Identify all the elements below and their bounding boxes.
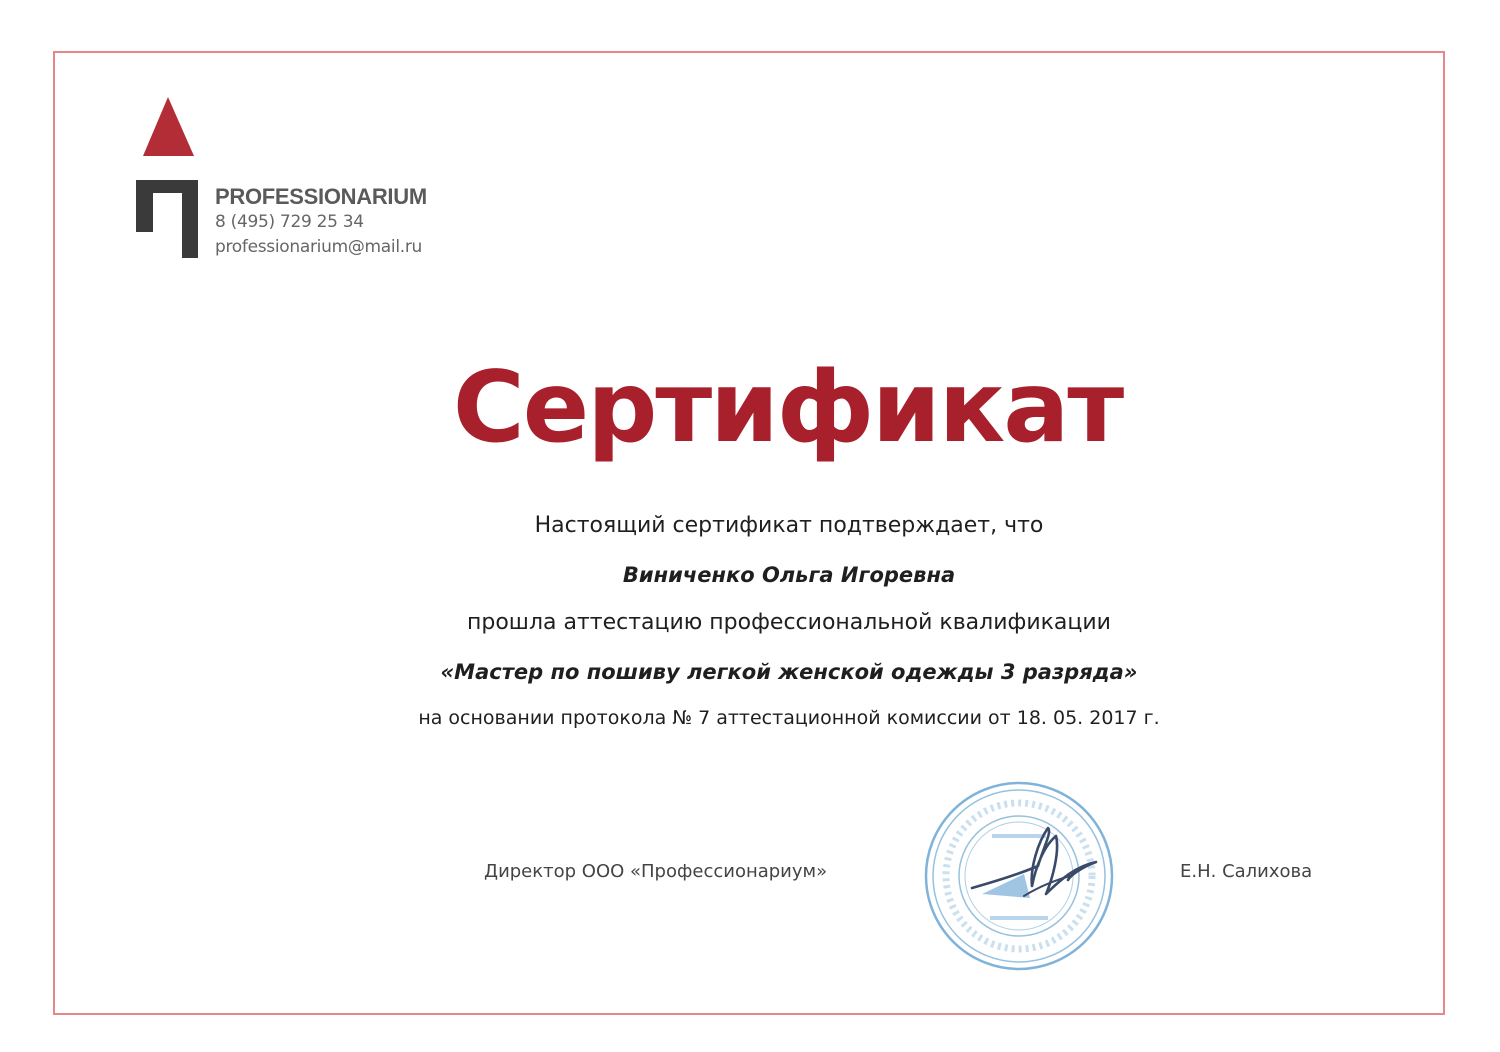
passed-line: прошла аттестацию профессиональной квалификации <box>467 610 1111 635</box>
logo-p-shape <box>136 180 198 258</box>
organization-email: professionarium@mail.ru <box>215 237 423 257</box>
holder-name: Виниченко Ольга Игоревна <box>622 563 956 587</box>
professionarium-logo <box>128 92 218 264</box>
signer-name: Е.Н. Салихова <box>1180 861 1313 882</box>
organization-name: PROFESSIONARIUM <box>215 184 427 209</box>
organization-info <box>215 184 427 260</box>
qualification-name: «Мастер по пошиву легкой женской одежды 3 разряда» <box>440 660 1138 684</box>
certificate-title: Сертификат <box>452 351 1123 465</box>
basis-line: на основании протокола № 7 аттестационной комиссии от 18. 05. 2017 г. <box>418 707 1160 729</box>
organization-phone: 8 (495) 729 25 34 <box>215 212 364 232</box>
logo-triangle <box>143 97 194 156</box>
confirms-line: Настоящий сертификат подтверждает, что <box>534 513 1044 538</box>
company-stamp-with-signature <box>920 776 1128 976</box>
signer-position: Директор ООО «Профессионариум» <box>484 861 828 882</box>
